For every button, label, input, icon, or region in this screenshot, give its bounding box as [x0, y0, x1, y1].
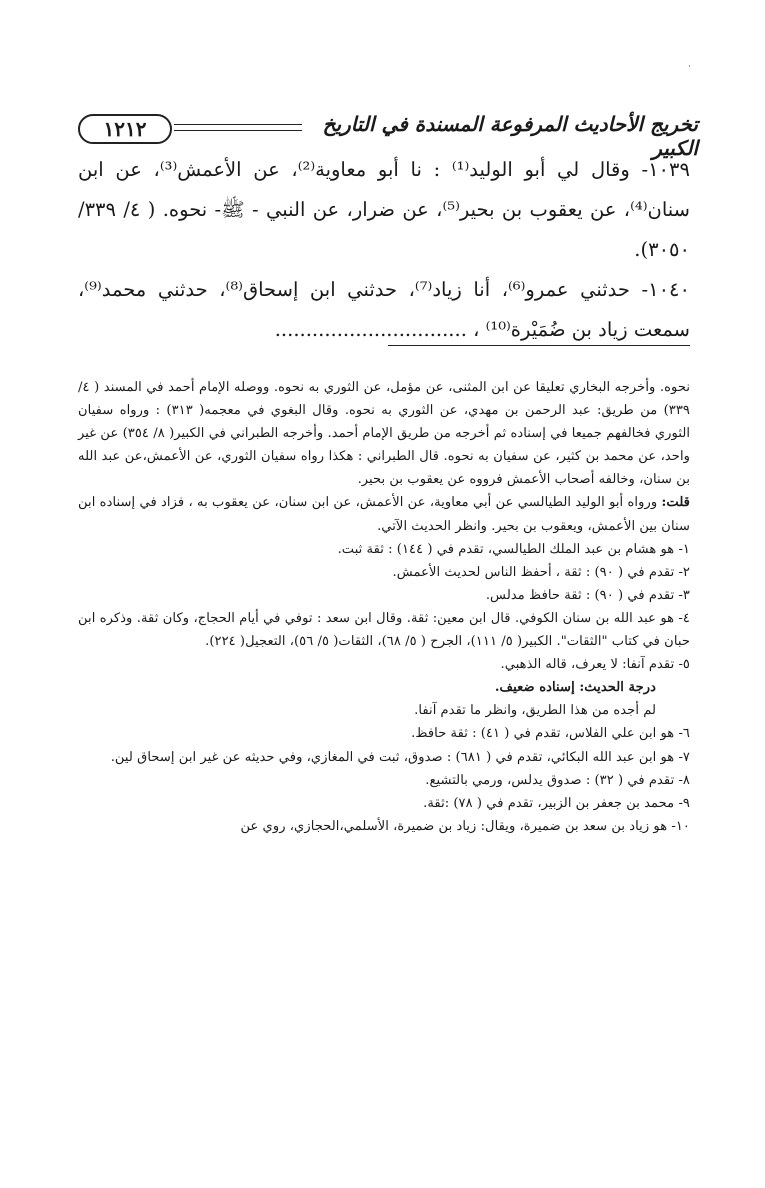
footnote-item: ١٠- هو زياد بن سعد بن ضميرة، ويقال: زياد بن ضميرة، الأسلمي،الحجازي، روي عن — [240, 818, 690, 834]
footnote-separator — [388, 345, 690, 346]
qultu-label: قلت: — [661, 495, 690, 511]
header-rule — [174, 124, 302, 131]
page-number-badge: ١٢١٢ — [78, 114, 172, 144]
corner-mark: · — [688, 62, 691, 72]
page-header — [78, 112, 698, 160]
hadith-grade: درجة الحديث: إسناده ضعيف. — [494, 680, 656, 696]
footnote-item: ٥- تقدم آنفا: لا يعرف، قاله الذهبي. — [500, 657, 690, 673]
footnote-item: ٨- تقدم في ( ٣٢) : صدوق يدلس، ورمي بالتشيع. — [425, 772, 690, 788]
qultu-text: ورواه أبو الوليد الطيالسي عن أبي معاوية، عن الأعمش، عن ابن سنان، عن يعقوب به ، فزاد في إسناده ابن سنان بين الأعمش، ويعقوب بن بحير. وانظر الحديث الآتي. — [78, 495, 690, 534]
footnote-item: ٩- محمد بن جعفر بن الزبير، تقدم في ( ٧٨) :ثقة. — [423, 795, 690, 811]
footnote-intro: نحوه. وأخرجه البخاري تعليقا عن ابن المثنى، عن مؤمل، عن الثوري به نحوه. ووصله الإمام أحمد في المسند ( ٤/ ٣٣٩) من طريق: عبد الرحمن بن مهدي، عن الثوري به نحوه. وقال البغوي في معجمه( ٣١٣) : ورواه سفيان الثوري فخالفهم جميعا في إسناده ثم أخرجه من طريق الإمام أحمد. وأخرجه الطبراني في الكبير( ٨/ ٣٥٤) عن غير واحد، عن محمد بن كثير، عن سفيان به نحوه. قال الطبراني : هكذا رواه سفيان الثوري، عن الأعمش،عن عبد الله بن سنان، وخالفه أصحاب الأعمش فرووه عن يعقوب بن بحير. — [78, 380, 691, 488]
page-title: تخريج الأحاديث المرفوعة المسندة في التاريخ الكبير — [322, 112, 698, 160]
hadith-1039: ١٠٣٩- وقال لي أبو الوليد⁽¹⁾ : نا أبو معاوية⁽²⁾، عن الأعمش⁽³⁾، عن ابن سنان⁽⁴⁾، عن يعقوب بن بحير⁽⁵⁾، عن ضرار، عن النبي - ﷺ- نحوه. ( ٤/ ٣٣٩/ ٣٠٥٠). — [78, 158, 690, 261]
footnote-item: ٢- تقدم في ( ٩٠) : ثقة ، أحفظ الناس لحديث الأعمش. — [392, 564, 690, 580]
footnote-item: ٦- هو ابن علي الفلاس، تقدم في ( ٤١) : ثقة حافظ. — [411, 726, 690, 742]
hadith-1040: ١٠٤٠- حدثني عمرو⁽⁶⁾، أنا زياد⁽⁷⁾، حدثني ابن إسحاق⁽⁸⁾، حدثني محمد⁽⁹⁾، سمعت زياد بن ضُمَيْرة⁽¹⁰⁾ ، ............................... — [78, 278, 690, 341]
footnote-item: ٧- هو ابن عبد الله البكائي، تقدم في ( ٦٨١) : صدوق، ثبت في المغازي، وفي حديثه عن غير ابن إسحاق لين. — [110, 749, 690, 765]
qultu-paragraph — [78, 491, 690, 537]
footnote-item: ١- هو هشام بن عبد الملك الطيالسي، تقدم في ( ١٤٤) : ثقة ثبت. — [337, 541, 690, 557]
footnote-item: ٣- تقدم في ( ٩٠) : ثقة حافظ مدلس. — [485, 587, 690, 603]
footnote-item: ٤- هو عبد الله بن سنان الكوفي. قال ابن معين: ثقة. وقال ابن سعد : توفي في أيام الحجاج، وكان ثقة. وذكره ابن حبان في كتاب "الثقات". الكبير( ٥/ ١١١)، الجرح ( ٥/ ٦٨)، الثقات( ٥/ ٥٦)، التعجيل( ٢٢٤). — [78, 610, 690, 650]
main-text — [78, 150, 690, 350]
footnotes — [78, 376, 690, 838]
grade-note: لم أجده من هذا الطريق، وانظر ما تقدم آنفا. — [414, 703, 656, 719]
